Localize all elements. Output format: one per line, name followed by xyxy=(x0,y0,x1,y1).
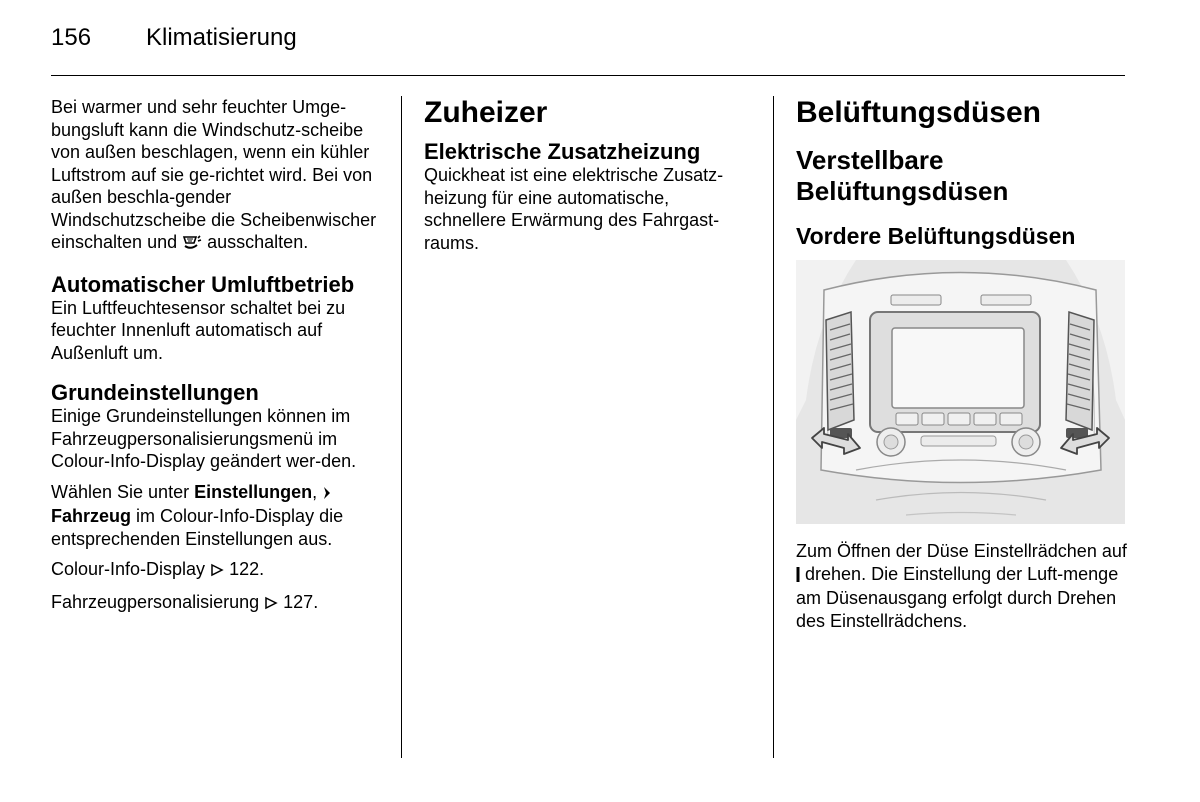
text-zusatzheizung: Quickheat ist eine elektrische Zusatz-heizung für eine automatische, schnellere Erwärmung des Fahrgast-raums. xyxy=(424,165,724,253)
section-heading-zuheizer: Zuheizer xyxy=(424,96,548,129)
select-suffix: im Colour-Info-Display die entsprechenden Einstellungen aus. xyxy=(51,506,344,549)
open-position-icon xyxy=(796,565,800,588)
reference-colour-info-display xyxy=(51,558,381,583)
subsubheading-vordere: Vordere Belüftungsdüsen xyxy=(796,223,1076,249)
section-heading-grundeinstellungen: Grundeinstellungen xyxy=(51,380,259,405)
section-text-umluft: Ein Luftfeuchtesensor schaltet bei zu feuchter Innenluft automatisch auf Außenluft um. xyxy=(51,297,346,363)
column-divider-1 xyxy=(401,96,402,758)
section-text-grundeinstellungen: Einige Grundeinstellungen können im Fahrzeugpersonalisierungsmenü im Colour-Info-Display geändert wer-den. xyxy=(51,406,357,471)
section-heading-belueftungsduesen: Belüftungsdüsen xyxy=(796,96,1041,129)
figure-caption xyxy=(796,540,1131,632)
page-reference-icon xyxy=(264,593,278,616)
column-right xyxy=(796,96,1126,249)
reference-fahrzeugpersonalisierung xyxy=(51,591,381,616)
page-number: 156 xyxy=(51,24,92,51)
intro-end: ausschalten. xyxy=(207,232,309,252)
column-left xyxy=(51,96,381,615)
chapter-title: Klimatisierung xyxy=(146,24,297,51)
intro-text: Bei warmer und sehr feuchter Umge-bungsluft kann die Windschutz-scheibe von außen beschlagen, wenn ein kühler Luftstrom auf sie ge-richtet wird. Bei von außen beschla-gender Windschutzscheibe die Scheibenwischer einschalten und xyxy=(51,97,377,252)
intro-paragraph xyxy=(51,96,381,256)
menu-item-einstellungen: Einstellungen xyxy=(194,481,313,502)
caption-end: drehen. Die Einstellung der Luft-menge am Düsenausgang erfolgt durch Drehen des Einstellrädchens. xyxy=(796,563,1119,631)
select-comma: , xyxy=(312,481,318,502)
reference-label-1: Colour-Info-Display xyxy=(51,559,206,579)
subheading-verstellbare-line2: Belüftungsdüsen xyxy=(796,176,1009,206)
dashboard-vents-illustration xyxy=(796,260,1125,524)
subheading-zusatzheizung: Elektrische Zusatzheizung xyxy=(424,139,701,164)
column-divider-2 xyxy=(773,96,774,758)
reference-page-1: 122. xyxy=(229,559,265,579)
header-rule xyxy=(51,75,1125,76)
page-reference-icon xyxy=(210,560,224,583)
menu-item-fahrzeug: Fahrzeug xyxy=(51,506,132,526)
select-prefix: Wählen Sie unter xyxy=(51,481,195,502)
rear-window-washer-icon xyxy=(182,233,202,256)
section-heading-umluft: Automatischer Umluftbetrieb xyxy=(51,271,355,297)
caption-start: Zum Öffnen der Düse Einstellrädchen auf xyxy=(796,541,1127,561)
arrow-right-icon xyxy=(322,483,332,506)
select-instruction xyxy=(51,481,381,551)
column-middle xyxy=(424,96,754,254)
caption-paragraph xyxy=(796,540,1131,632)
reference-label-2: Fahrzeugpersonalisierung xyxy=(51,591,260,612)
reference-page-2: 127. xyxy=(283,591,319,612)
subheading-verstellbare-line1: Verstellbare xyxy=(796,145,944,175)
